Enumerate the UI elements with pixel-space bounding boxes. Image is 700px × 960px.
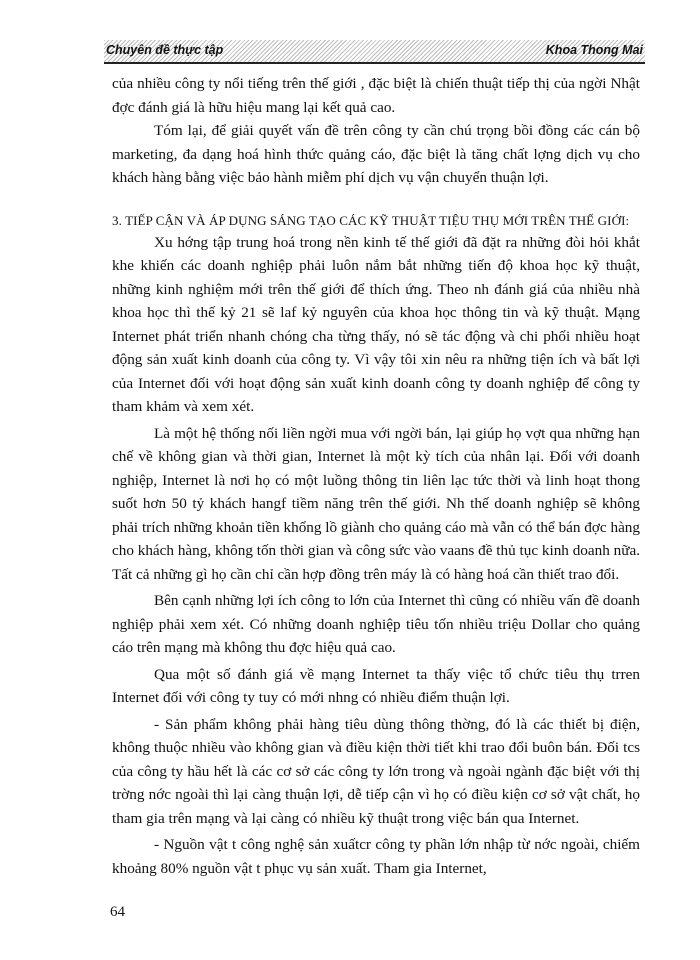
paragraph-trend: Xu hớng tập trung hoá trong nền kinh tế thế giới đã đặt ra những đòi hỏi khắt khe khiến các doanh nghiệp phải luôn nắm bắt những tiến độ khoa học kỹ thuật, những kinh nghiệm mới trên thế giới để thích ứng. Theo nh đánh giá của nhiều nhà khoa học thì thế kỷ 21 sẽ laf kỷ nguyên của khoa học thông tin và kỹ thuật. Mạng Internet phát triển nhanh chóng cha từng thấy, nó sẽ tác động và chi phối nhiều hoạt động sản xuất kinh doanh của công ty. Vì vậy tôi xin nêu ra những tiện ích và bất lợi của Internet đối với hoạt động sản xuất kinh doanh công ty doanh nghiệp để công ty tham khảm và xem xét. (112, 233, 640, 415)
paragraph-materials-point: - Nguồn vật t công nghệ sản xuấtcr công ty phần lớn nhập từ nớc ngoài, chiếm khoảng 80% nguồn vật t phục vụ sản xuất. Tham gia Internet, (112, 836, 640, 877)
document-body (112, 72, 640, 880)
paragraph-assessment: Qua một số đánh giá về mạng Internet ta thấy việc tổ chức tiêu thụ trren Internet đối với công ty tuy có mới nhng có nhiều điểm thuận lợi. (112, 665, 640, 706)
paragraph-summary: Tóm lại, để giải quyết vấn đề trên công ty cần chú trọng bồi đồng các cán bộ marketing, đa dạng hoá hình thức quảng cáo, đặc biệt là tăng chất lợng dịch vụ cho khách hàng bằng việc bảo hành miễm phí dịch vụ vận chuyển thuận lợi. (112, 122, 640, 186)
page-header (104, 40, 645, 64)
paragraph-product-point: - Sản phẩm không phải hàng tiêu dùng thông thờng, đó là các thiết bị điện, không thuộc nhiều vào không gian và điều kiện thời tiết khi trao đổi buôn bán. Đối tcs của công ty hầu hết là các cơ sở các công ty lớn trong và ngoài ngành đặc biệt với thị trờng nớc ngoài thì lại càng thuận lợi, dễ tiếp cận vì họ có điều kiện cơ sở vật chất, họ tham gia trên mạng và lại càng có nhiều kỹ thuật trong việc bán qua Internet. (112, 715, 640, 827)
paragraph-continuation: của nhiều công ty nổi tiếng trên thế giới , đặc biệt là chiến thuật tiếp thị của ngời Nhật đợc đánh giá là hữu hiệu mang lại kết quả cao. (112, 75, 640, 116)
header-left-text: Chuyên đề thực tập (106, 43, 224, 57)
header-right-text: Khoa Thong Mai (545, 43, 643, 57)
section-heading: 3. TIẾP CẬN VÀ ÁP DỤNG SÁNG TẠO CÁC KỸ THUẬT TIỆU THỤ MỚI TRÊN THẾ GIỚI: (112, 212, 630, 228)
page-number: 64 (110, 904, 125, 920)
paragraph-internet-benefits: Là một hệ thống nối liền ngời mua với ngời bán, lại giúp họ vợt qua những hạn chế về không gian và thời gian, Internet là một kỳ tích của nhân lại. Đối với doanh nghiệp, Internet là nơi họ có một luồng thông tin liên lạc tức thời và linh hoạt thong suốt hơn 50 tỷ khách hangf tiềm năng trên thế giới. Nh thế doanh nghiệp sẽ không phải trích những khoản tiền khổng lồ giành cho quảng cáo mà vẫn có thể bán đợc hàng cho khách hàng, không tốn thời gian và công sức vào vaans đề thủ tục kinh doanh nữa. Tất cả những gì họ cần chỉ cần hợp đồng trên máy là có hàng hoá cần thiết trao đổi. (112, 424, 640, 583)
paragraph-internet-issues: Bên cạnh những lợi ích công to lớn của Internet thì cũng có nhiều vấn đề doanh nghiệp phải xem xét. Có những doanh nghiệp tiêu tốn nhiều triệu Dollar cho quảng cáo trên mạng mà không thu đợc hiệu quả cao. (112, 592, 640, 656)
